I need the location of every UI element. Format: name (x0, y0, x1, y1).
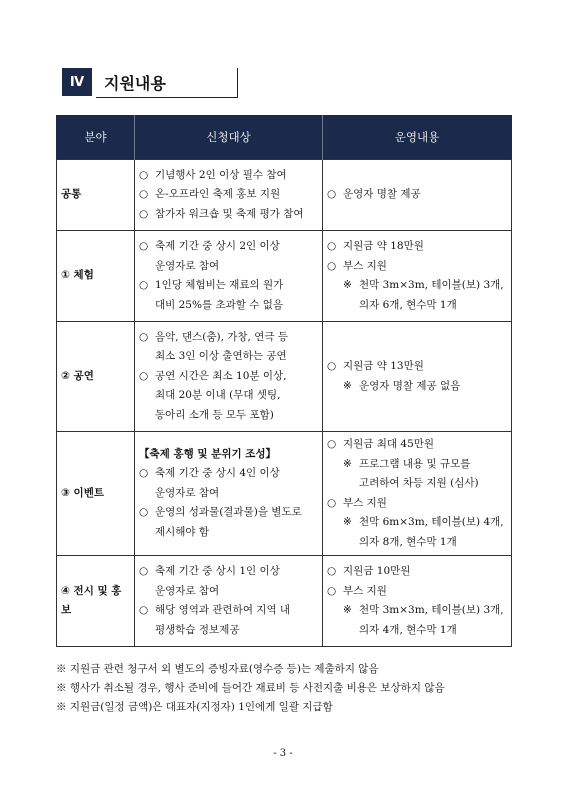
table-row (57, 322, 512, 432)
list-item (139, 185, 318, 205)
item-text (343, 237, 507, 257)
bullet-mark: ○ (139, 188, 149, 201)
header-right-rule (237, 68, 238, 98)
text-line: 음악, 댄스(춤), 가창, 연극 등 (155, 330, 288, 343)
item-text (343, 435, 507, 455)
text-line: 운영자 명찰 제공 없음 (359, 379, 461, 392)
note-line: ※ 지원금(일정 금액)은 대표자(지정자) 1인에게 일괄 지급함 (56, 701, 333, 713)
bullet-mark: ○ (327, 240, 337, 252)
list-item (327, 257, 507, 277)
applicant-cell (135, 160, 323, 231)
header-operations: 운영내용 (323, 115, 512, 160)
text-line: 동아리 소개 등 모두 포함) (155, 408, 274, 421)
list-item (327, 276, 507, 315)
list-item (327, 601, 507, 640)
category-cell: ② 공연 (57, 322, 135, 432)
item-text (155, 328, 318, 367)
list-item (327, 357, 507, 377)
support-table (56, 115, 512, 647)
table-row (57, 432, 512, 556)
list-item (139, 166, 318, 186)
item-text (155, 237, 318, 276)
text-line: 운영의 성과물(결과물)을 별도로 (155, 506, 302, 519)
list-item (139, 445, 318, 465)
applicant-cell (135, 322, 323, 432)
text-line: 1인당 체험비는 재료의 원가 (155, 279, 284, 291)
item-text (155, 367, 318, 426)
item-text (343, 357, 507, 377)
list-item (327, 435, 507, 455)
item-text (359, 601, 507, 640)
item-text (155, 562, 318, 601)
text-line: 축제 기간 중 상시 4인 이상 (155, 467, 280, 480)
list-item (327, 377, 507, 397)
list-item (139, 276, 318, 315)
note-mark: ※ (343, 604, 352, 616)
text-line: 천막 6m×3m, 테이블(보) 4개, (359, 516, 504, 528)
text-line: 축제 기간 중 상시 2인 이상 (155, 240, 280, 252)
operation-cell (323, 432, 512, 556)
section-title: 지원내용 (104, 74, 166, 93)
operation-cell (323, 556, 512, 647)
bullet-mark: ○ (139, 207, 149, 220)
text-line: 운영자로 참여 (155, 584, 220, 597)
bullet-mark: ○ (139, 506, 149, 519)
bullet-mark: ○ (327, 188, 337, 201)
text-line: 의자 4개, 현수막 1개 (359, 623, 457, 636)
header-applicants: 신청대상 (135, 115, 323, 160)
table-row (57, 556, 512, 647)
text-line: 평생학습 정보제공 (155, 623, 240, 636)
text-line: 참가자 워크숍 및 축제 평가 참여 (155, 207, 304, 220)
text-line: 지원금 최대 45만원 (343, 438, 435, 450)
text-line: 기념행사 2인 이상 필수 참여 (155, 168, 287, 181)
item-text (343, 562, 507, 582)
category-cell: ① 체험 (57, 231, 135, 322)
list-item (327, 582, 507, 602)
table-row (57, 160, 512, 231)
text-line: 최소 3인 이상 출연하는 공연 (155, 350, 287, 363)
text-line: 천막 3m×3m, 테이블(보) 3개, (359, 604, 504, 616)
bullet-mark: ○ (327, 360, 337, 372)
text-line: 프로그램 내용 및 규모를 (359, 457, 471, 470)
header-category: 분야 (57, 115, 135, 160)
table-row (57, 231, 512, 322)
note-mark: ※ (343, 516, 352, 528)
bullet-mark: ○ (139, 279, 149, 291)
note-mark: ※ (343, 279, 352, 291)
bullet-mark: ○ (327, 438, 337, 450)
list-item (139, 237, 318, 276)
header-underline (96, 97, 238, 98)
category-cell: ③ 이벤트 (57, 432, 135, 556)
list-item (327, 562, 507, 582)
list-item (327, 455, 507, 494)
category-cell: ④ 전시 및 홍보 (57, 556, 135, 647)
list-item (139, 328, 318, 367)
list-item (327, 513, 507, 552)
text-line: 【축제 홍행 및 분위기 조성】 (139, 447, 277, 460)
text-line: 지원금 약 18만원 (343, 240, 424, 252)
bullet-mark: ○ (327, 259, 337, 272)
bullet-mark: ○ (139, 330, 149, 343)
item-text (155, 205, 318, 225)
text-line: 최대 20분 이내 (무대 셋팅, (155, 389, 281, 402)
bullet-mark: ○ (139, 604, 149, 616)
note-line: ※ 지원금 관련 청구서 외 별도의 증빙자료(영수증 등)는 제출하지 않음 (56, 663, 379, 675)
bullet-mark: ○ (139, 240, 149, 252)
note-mark: ※ (343, 379, 352, 392)
item-text (155, 503, 318, 542)
list-item (139, 464, 318, 503)
category-cell: 공통 (57, 160, 135, 231)
table-header-row (57, 115, 512, 160)
bullet-mark: ○ (327, 496, 337, 509)
item-text (343, 494, 507, 514)
item-text (359, 455, 507, 494)
text-line: 제시해야 함 (155, 525, 210, 538)
text-line: 운영자 명찰 제공 (343, 188, 421, 201)
notes (56, 660, 445, 717)
note-mark: ※ (343, 457, 352, 470)
note-line: ※ 행사가 취소될 경우, 행사 준비에 들어간 재료비 등 사전지출 비용은 보상하지 않음 (56, 682, 445, 694)
item-text (155, 185, 318, 205)
applicant-cell (135, 432, 323, 556)
text-line: 대비 25%를 초과할 수 없음 (155, 298, 283, 311)
text-line: 해당 영역과 관련하여 지역 내 (155, 604, 291, 616)
text-line: 고려하여 차등 지원 (심사) (359, 477, 479, 489)
item-text (343, 582, 507, 602)
text-line: 부스 지원 (343, 259, 387, 272)
item-text (155, 601, 318, 640)
item-text (343, 257, 507, 277)
page-number: - 3 - (273, 748, 293, 759)
bullet-mark: ○ (327, 565, 337, 577)
list-item (327, 237, 507, 257)
text-line: 지원금 약 13만원 (343, 360, 424, 372)
text-line: 온-오프라인 축제 홍보 지원 (155, 188, 281, 201)
text-line: 의자 6개, 현수막 1개 (359, 298, 457, 311)
section-number-badge: Ⅳ (62, 68, 92, 96)
list-item (139, 503, 318, 542)
list-item (327, 185, 507, 205)
bullet-mark: ○ (327, 584, 337, 597)
text-line: 의자 8개, 현수막 1개 (359, 535, 457, 548)
list-item (139, 367, 318, 426)
list-item (327, 494, 507, 514)
text-line: 운영자로 참여 (155, 486, 220, 499)
item-text (359, 513, 507, 552)
item-text (155, 166, 318, 186)
applicant-cell (135, 231, 323, 322)
item-text (359, 276, 507, 315)
operation-cell (323, 160, 512, 231)
text-line: 천막 3m×3m, 테이블(보) 3개, (359, 279, 504, 291)
text-line: 지원금 10만원 (343, 565, 411, 577)
operation-cell (323, 322, 512, 432)
bullet-mark: ○ (139, 467, 149, 480)
text-line: 부스 지원 (343, 584, 387, 597)
text-line: 운영자로 참여 (155, 259, 220, 272)
text-line: 부스 지원 (343, 496, 387, 509)
bullet-mark: ○ (139, 565, 149, 577)
item-text (155, 464, 318, 503)
list-item (139, 205, 318, 225)
list-item (139, 601, 318, 640)
item-text (343, 185, 507, 205)
item-text (155, 276, 318, 315)
item-text (139, 445, 318, 465)
bullet-mark: ○ (139, 369, 149, 382)
list-item (139, 562, 318, 601)
applicant-cell (135, 556, 323, 647)
text-line: 공연 시간은 최소 10분 이상, (155, 369, 287, 382)
operation-cell (323, 231, 512, 322)
item-text (359, 377, 507, 397)
bullet-mark: ○ (139, 168, 149, 181)
text-line: 축제 기간 중 상시 1인 이상 (155, 565, 280, 577)
